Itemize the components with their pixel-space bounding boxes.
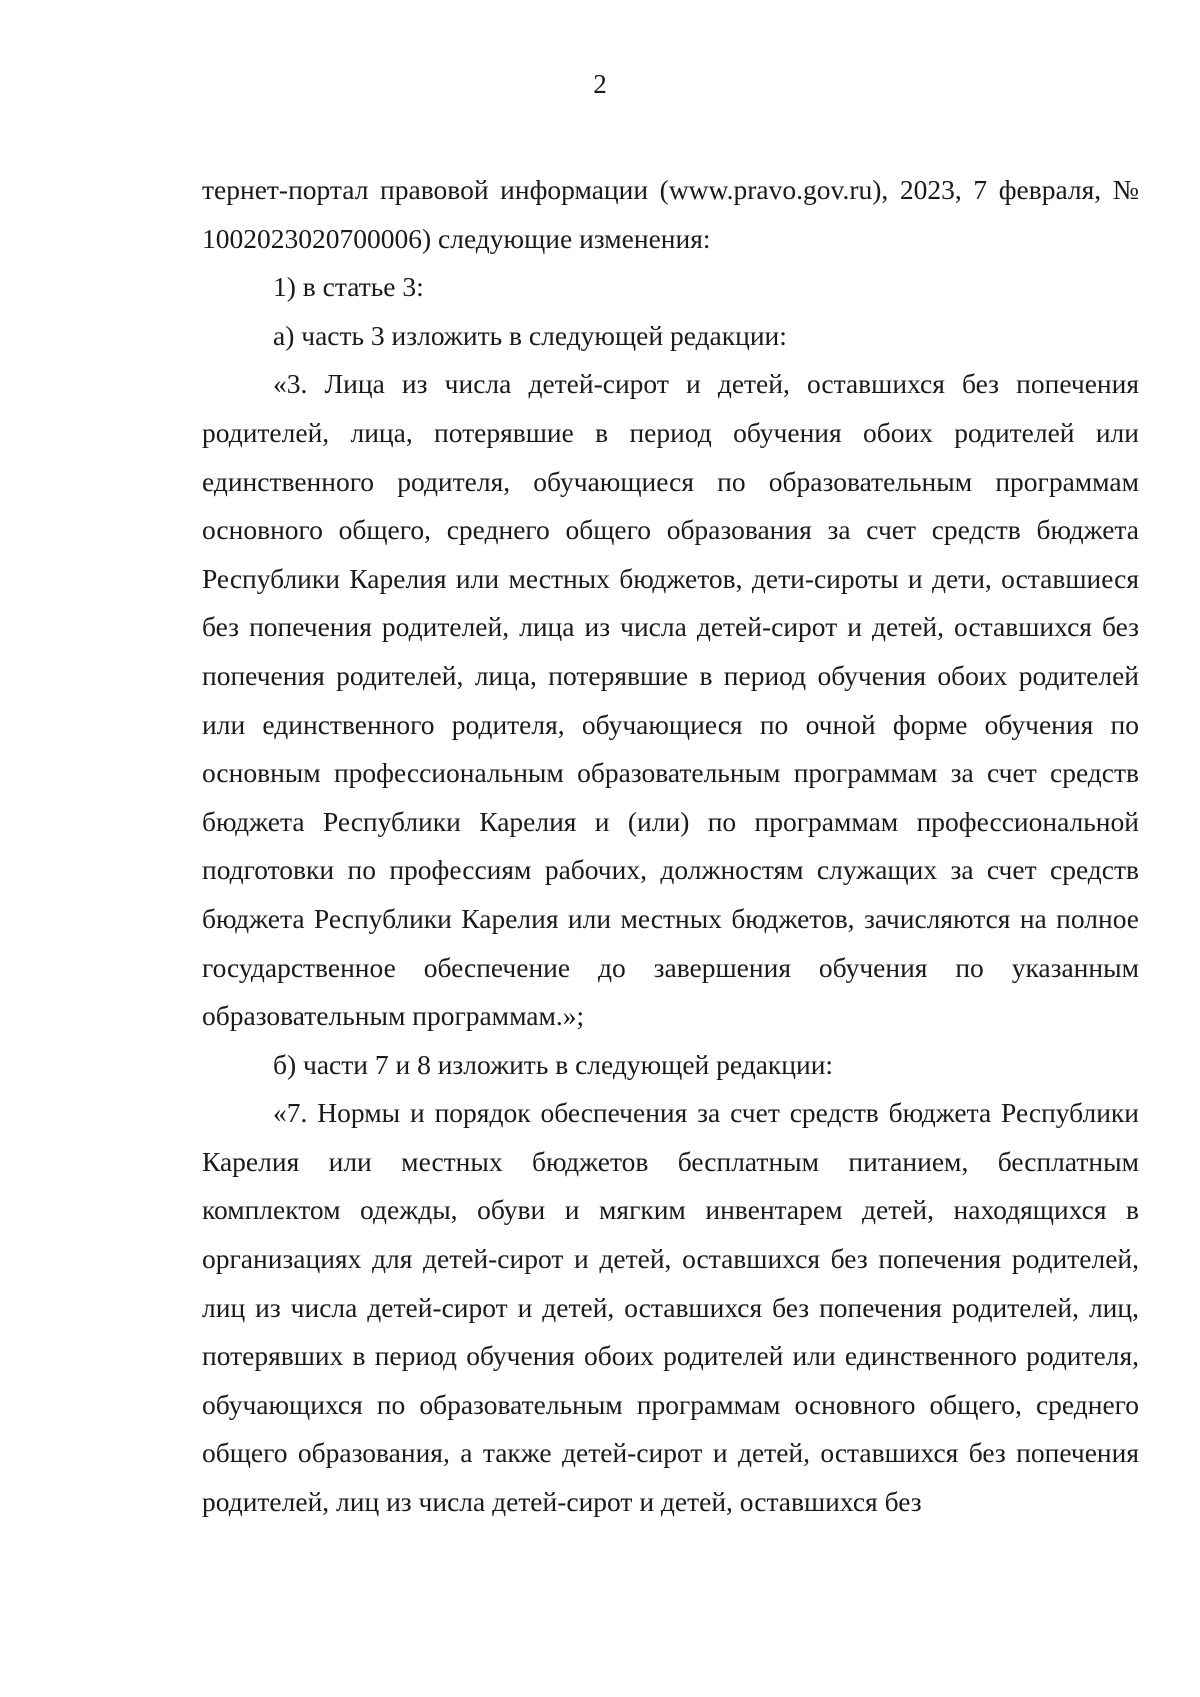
- paragraph-part-7-text: «7. Нормы и порядок обеспечения за счет средств бюджета Республики Карелия или местных бюджетов бесплатным питанием, бесплатным комплектом одежды, обуви и мягким инвентарем детей, находящихся в организациях для детей-сирот и детей, оставшихся без попечения родителей, лиц из числа детей-сирот и детей, оставшихся без попечения родителей, лиц, потерявших в период обучения обоих родителей или единственного родителя, обучающихся по образовательным программам основного общего, среднего общего образования, а также детей-сирот и детей, оставшихся без попечения родителей, лиц из числа детей-сирот и детей, оставшихся без: [202, 1097, 1139, 1518]
- document-body: [202, 166, 1139, 1527]
- paragraph-item-1: 1) в статье 3:: [273, 271, 424, 303]
- page-number: 2: [593, 69, 607, 99]
- paragraph-subitem-a: а) часть 3 изложить в следующей редакции:: [273, 319, 787, 351]
- paragraph-subitem-b: б) части 7 и 8 изложить в следующей редакции:: [273, 1048, 834, 1080]
- paragraph-continuation: тернет-портал правовой информации (www.pravo.gov.ru), 2023, 7 февраля, № 1002023020700006) следующие изменения:: [202, 174, 1139, 254]
- paragraph-part-3-text: «3. Лица из числа детей-сирот и детей, оставшихся без попечения родителей, лица, потерявшие в период обучения обоих родителей или единственного родителя, обучающиеся по образовательным программам основного общего, среднего общего образования за счет средств бюджета Республики Карелия или местных бюджетов, дети-сироты и дети, оставшиеся без попечения родителей, лица из числа детей-сирот и детей, оставшихся без попечения родителей, лица, потерявшие в период обучения обоих родителей или единственного родителя, обучающиеся по очной форме обучения по основным профессиональным образовательным программам за счет средств бюджета Республики Карелия и (или) по программам профессиональной подготовки по профессиям рабочих, должностям служащих за счет средств бюджета Республики Карелия или местных бюджетов, зачисляются на полное государственное обеспечение до завершения обучения по указанным образовательным программам.»;: [202, 368, 1139, 1032]
